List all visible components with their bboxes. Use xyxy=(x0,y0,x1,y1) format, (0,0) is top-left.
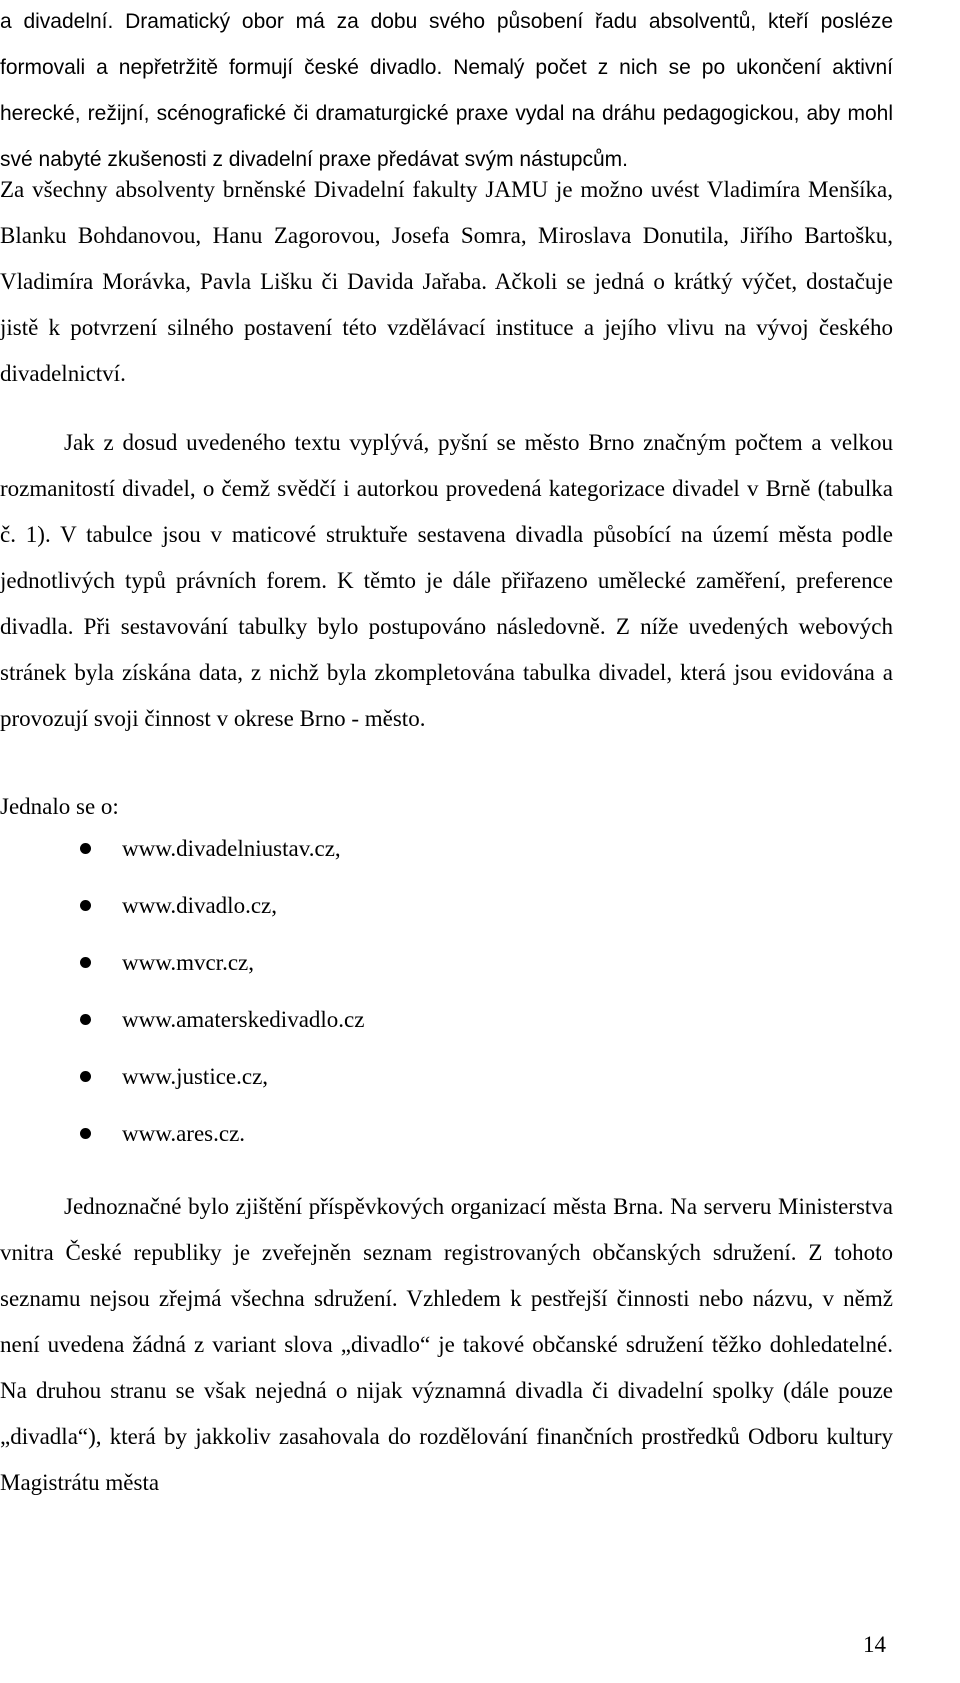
paragraph-categorization: Jak z dosud uvedeného textu vyplývá, pyšní se město Brno značným počtem a velkou rozmanitostí divadel, o čemž svědčí i autorkou provedená kategorizace divadel v Brně (tabulka č. 1). V tabulce jsou v maticové struktuře sestavena divadla působící na území města podle jednotlivých typů právních forem. K těmto je dále přiřazeno umělecké zaměření, preference divadla. Při sestavování tabulky bylo postupováno následovně. Z níže uvedených webových stránek byla získána data, z nichž byla zkompletována tabulka divadel, která jsou evidována a provozují svoji činnost v okrese Brno - město. xyxy=(0,430,893,731)
bullet-icon xyxy=(80,1014,91,1025)
paragraph-graduates: Za všechny absolventy brněnské Divadelní fakulty JAMU je možno uvést Vladimíra Menšíka, Blanku Bohdanovou, Hanu Zagorovou, Josefa Somra, Miroslava Donutila, Jiřího Bartošku, Vladimíra Morávka, Pavla Lišku či Davida Jařaba. Ačkoli se jedná o krátký výčet, dostačuje jistě k potvrzení silného postavení této vzdělávací instituce a jejího vlivu na vývoj českého divadelnictví. xyxy=(0,177,893,386)
paragraph-findings: Jednoznačné bylo zjištění příspěvkových organizací města Brna. Na serveru Ministerstva vnitra České republiky je zveřejněn seznam registrovaných občanských sdružení. Z tohoto seznamu nejsou zřejmá všechna sdružení. Vzhledem k pestřejší činnosti nebo názvu, v němž není uvedena žádná z variant slova „divadlo“ je takové občanské sdružení těžko dohledatelné. Na druhou stranu se však nejedná o nijak významná divadla či divadelní spolky (dále pouze „divadla“), která by jakkoliv zasahovala do rozdělování finančních prostředků Odboru kultury Magistrátu města xyxy=(0,1194,893,1495)
bullet-icon xyxy=(80,843,91,854)
list-intro: Jednalo se o: xyxy=(0,794,119,819)
website-label: www.justice.cz, xyxy=(122,1064,269,1089)
bullet-icon xyxy=(80,900,91,911)
website-label: www.amaterskedivadlo.cz xyxy=(122,1007,365,1032)
list-item xyxy=(0,1105,893,1162)
bullet-icon xyxy=(80,957,91,968)
bullet-icon xyxy=(80,1128,91,1139)
list-item xyxy=(0,991,893,1048)
list-item xyxy=(0,877,893,934)
website-list xyxy=(0,820,893,1162)
website-label: www.divadlo.cz, xyxy=(122,893,277,918)
website-label: www.ares.cz. xyxy=(122,1121,246,1146)
list-item xyxy=(0,820,893,877)
bullet-icon xyxy=(80,1071,91,1082)
page-number: 14 xyxy=(863,1632,886,1657)
website-label: www.divadelniustav.cz, xyxy=(122,836,341,861)
list-item xyxy=(0,934,893,991)
website-label: www.mvcr.cz, xyxy=(122,950,254,975)
list-item xyxy=(0,1048,893,1105)
paragraph-sans-1: a divadelní. Dramatický obor má za dobu svého působení řadu absolventů, kteří posléze formovali a nepřetržitě formují české divadlo. Nemalý počet z nich se po ukončení aktivní herecké, režijní, scénografické či dramaturgické praxe vydal na dráhu pedagogickou, aby mohl své nabyté zkušenosti z divadelní praxe předávat svým nástupcům. xyxy=(0,10,893,171)
